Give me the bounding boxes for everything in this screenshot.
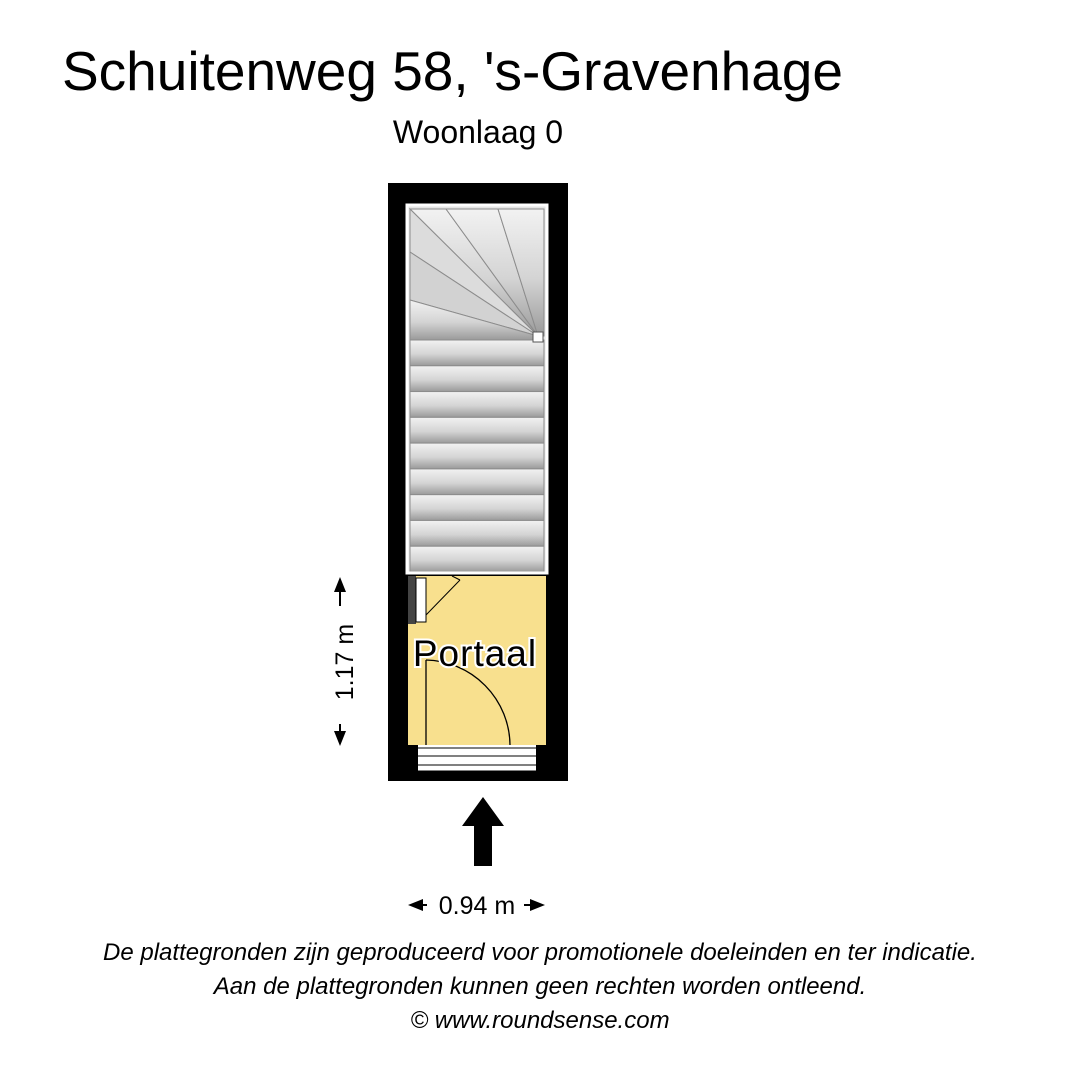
stair-step: [410, 340, 544, 366]
entrance-arrow-icon: [462, 797, 504, 866]
room-label-portaal: Portaal: [412, 633, 538, 674]
staircase-straight-steps: [410, 340, 544, 572]
disclaimer-line-1: De plattegronden zijn geproduceerd voor promotionele doeleinden en ter indicatie.: [103, 939, 977, 966]
stair-step: [410, 495, 544, 521]
dimension-height: [331, 577, 359, 746]
stair-step: [410, 443, 544, 469]
disclaimer-line-2: Aan de plattegronden kunnen geen rechten worden ontleend.: [213, 973, 867, 1000]
floor-level-label: Woonlaag 0: [392, 114, 564, 150]
stair-step: [410, 520, 544, 546]
stair-step: [410, 392, 544, 418]
dimension-height-label: 1.17 m: [331, 623, 359, 701]
stair-step: [410, 417, 544, 443]
stair-step: [410, 469, 544, 495]
dimension-width: [408, 892, 545, 920]
page-title: Schuitenweg 58, 's-Gravenhage: [62, 40, 843, 102]
staircase-winder-steps: [410, 209, 544, 342]
disclaimer: [0, 936, 1080, 1038]
dimension-width-label: 0.94 m: [438, 892, 516, 920]
stair-step: [410, 366, 544, 392]
stair-step: [410, 546, 544, 572]
copyright-text: © www.roundsense.com: [410, 1007, 670, 1034]
